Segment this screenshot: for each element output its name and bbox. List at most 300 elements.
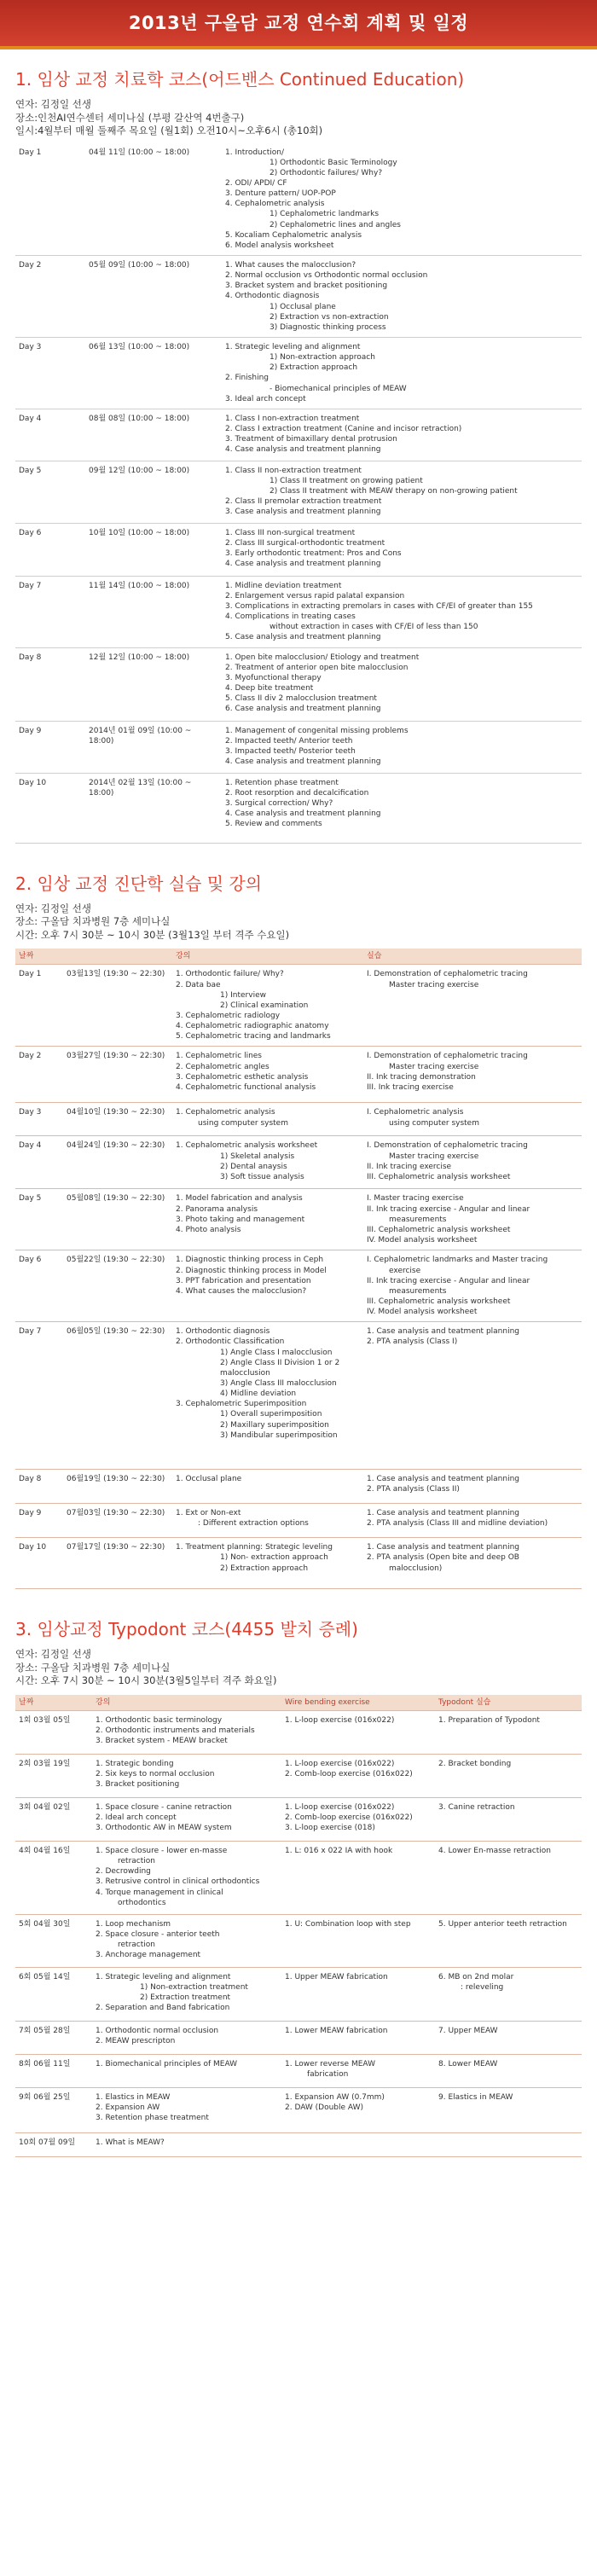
cell-line: measurements <box>389 1215 447 1224</box>
cell-line: 1. Case analysis and teatment planning <box>367 1509 520 1518</box>
cell-line: 4. Complications in treating cases <box>225 612 356 622</box>
section-2 <box>0 844 597 1590</box>
header-date: 날짜 <box>15 1695 92 1711</box>
cell-line: 2. Panorama analysis <box>176 1204 258 1214</box>
cell-line: 3. Cephalometric radiology <box>176 1012 281 1021</box>
lecture-topics <box>172 1189 363 1250</box>
cell-line: 1) Non-extraction approach <box>270 353 375 363</box>
section-3-title: 3. 임상교정 Typodont 코스(4455 발치 증례) <box>15 1619 358 1640</box>
practice-topics <box>363 1470 582 1504</box>
cell-line: 3. Bracket system - MEAW bracket <box>96 1737 228 1746</box>
cell-line: I. Cephalometric landmarks and Master tracing <box>367 1256 548 1265</box>
cell-line: 3. Bracket system and bracket positioning <box>225 281 388 291</box>
cell-line: Master tracing exercise <box>389 1062 479 1071</box>
day-label: Day 3 <box>15 337 85 409</box>
table-row <box>15 576 582 647</box>
cell-line: 2) Dental anaysis <box>220 1162 287 1171</box>
wire-bending-topics <box>281 2087 435 2132</box>
cell-line: 2. Diagnostic thinking process in Model <box>176 1266 327 1275</box>
date-time: 03월27일 (19:30 ~ 22:30) <box>63 1047 172 1103</box>
day-label: Day 10 <box>15 773 85 843</box>
header-lecture: 강의 <box>172 949 363 965</box>
date-time: 04월 11일 (10:00 ~ 18:00) <box>85 143 222 256</box>
section-2-title: 2. 임상 교정 진단학 실습 및 강의 <box>15 873 263 894</box>
cell-line: I. Demonstration of cephalometric tracing <box>367 1052 528 1061</box>
table-row <box>15 461 582 523</box>
cell-line: 1. U: Combination loop with step <box>285 1919 411 1929</box>
cell-line: measurements <box>389 1286 447 1296</box>
practice-topics <box>363 1322 582 1470</box>
cell-line: 2. Normal occlusion vs Orthodontic normal occlusion <box>225 271 428 281</box>
cell-line: III. Cephalometric analysis worksheet <box>367 1172 511 1181</box>
cell-line: 1. Class III non-surgical treatment <box>225 528 356 537</box>
meta-time: 일시:4월부터 매월 둘째주 목요일 (월1회) 오전10시~오후6시 (총10회) <box>15 125 323 137</box>
cell-line: using computer system <box>389 1118 479 1128</box>
section-1 <box>0 49 597 844</box>
day-label: Day 7 <box>15 1322 63 1470</box>
wire-bending-topics <box>281 1914 435 1967</box>
header-practice: 실습 <box>363 949 582 965</box>
cell-line: 1. Class I non-extraction treatment <box>225 414 360 423</box>
day-label: Day 9 <box>15 1504 63 1538</box>
wire-bending-topics <box>281 1754 435 1797</box>
cell-line: 5. Review and comments <box>225 820 322 829</box>
session-date: 3회 04월 02일 <box>15 1797 92 1841</box>
cell-line: 2. Finishing <box>225 374 269 383</box>
cell-line: 2. PTA analysis (Class I) <box>367 1337 458 1347</box>
lecture-topics <box>222 409 582 461</box>
cell-line: 6. Case analysis and treatment planning <box>225 705 381 714</box>
session-date: 4회 04월 16일 <box>15 1841 92 1914</box>
table-row <box>15 1504 582 1538</box>
table-row <box>15 1754 582 1797</box>
lecture-topics <box>92 1967 281 2021</box>
cell-line: 1. Strategic leveling and alignment <box>96 1972 231 1981</box>
wire-bending-topics <box>281 1841 435 1914</box>
cell-line: 1. Model fabrication and analysis <box>176 1194 303 1204</box>
practice-topics <box>363 1250 582 1322</box>
cell-line: 1) Non- extraction approach <box>220 1553 328 1563</box>
lecture-topics <box>172 965 363 1047</box>
cell-line: 1. Upper MEAW fabrication <box>285 1972 388 1981</box>
cell-line: 5. Cephalometric tracing and landmarks <box>176 1032 331 1041</box>
cell-line: 1. Lower reverse MEAW <box>285 2059 375 2068</box>
date-time: 05월08일 (19:30 ~ 22:30) <box>63 1189 172 1250</box>
date-time: 04월10일 (19:30 ~ 22:30) <box>63 1103 172 1136</box>
lecture-topics <box>172 1250 363 1322</box>
table-row <box>15 1103 582 1136</box>
cell-line: 1) Cephalometric landmarks <box>270 210 380 219</box>
cell-line: 3. Surgical correction/ Why? <box>225 799 333 809</box>
cell-line: 5. Upper anterior teeth retraction <box>438 1919 567 1929</box>
cell-line: 3) Diagnostic thinking process <box>270 322 386 332</box>
wire-bending-topics <box>281 2132 435 2156</box>
typodont-topics <box>435 1754 582 1797</box>
cell-line: 1. Case analysis and teatment planning <box>367 1327 520 1337</box>
cell-line: II. Ink tracing exercise - Angular and linear <box>367 1276 530 1285</box>
cell-line: 2) Class II treatment with MEAW therapy on non-growing patient <box>270 487 518 496</box>
table-row <box>15 255 582 337</box>
date-time: 2014년 01월 09일 (10:00 ~ 18:00) <box>85 721 222 773</box>
cell-line: 4. Torque management in clinical <box>96 1888 223 1897</box>
cell-line: 5. Class II div 2 malocclusion treatment <box>225 694 377 704</box>
lecture-topics <box>92 1797 281 1841</box>
cell-line: 2) Cephalometric lines and angles <box>270 220 401 229</box>
meta-place: 장소: 구올담 치과병원 7층 세미나실 <box>15 1661 171 1674</box>
meta-speaker: 연자: 김정일 선생 <box>15 1648 91 1661</box>
cell-line: 3) Mandibular superimposition <box>220 1430 338 1440</box>
table-row <box>15 1797 582 1841</box>
cell-line: 4. Photo analysis <box>176 1225 241 1234</box>
cell-line: 2) Clinical examination <box>220 1001 309 1010</box>
cell-line: III. Ink tracing exercise <box>367 1082 454 1092</box>
cell-line: 1. Biomechanical principles of MEAW <box>96 2059 238 2068</box>
typodont-topics <box>435 2021 582 2054</box>
date-time: 07월17일 (19:30 ~ 22:30) <box>63 1538 172 1589</box>
banner-title: 2013년 구올담 교정 연수회 계획 및 일정 <box>128 12 469 33</box>
table-row <box>15 523 582 576</box>
day-label: Day 9 <box>15 721 85 773</box>
cell-line: 4. Case analysis and treatment planning <box>225 757 381 767</box>
cell-line: 2. Orthodontic Classification <box>176 1337 285 1347</box>
cell-line: 2. ODI/ APDI/ CF <box>225 178 287 188</box>
cell-line: 3. Cephalometric esthetic analysis <box>176 1072 309 1082</box>
cell-line: 1. Cephalometric lines <box>176 1052 262 1061</box>
cell-line: orthodontics <box>118 1898 166 1907</box>
cell-line: - Biomechanical principles of MEAW <box>270 384 407 393</box>
day-label: Day 8 <box>15 1470 63 1504</box>
day-label: Day 3 <box>15 1103 63 1136</box>
table-row <box>15 1136 582 1189</box>
cell-line: 1. Management of congenital missing problems <box>225 726 409 735</box>
table-row <box>15 647 582 721</box>
cell-line: 3. Early orthodontic treatment: Pros and Cons <box>225 549 402 559</box>
lecture-topics <box>172 1504 363 1538</box>
cell-line: 1. Midline deviation treatment <box>225 581 342 590</box>
date-time: 05월 09일 (10:00 ~ 18:00) <box>85 255 222 337</box>
cell-line: fabrication <box>307 2070 349 2080</box>
cell-line: 1. Expansion AW (0.7mm) <box>285 2092 385 2102</box>
cell-line: 9. Elastics in MEAW <box>438 2092 513 2102</box>
typodont-topics <box>435 1841 582 1914</box>
table-row <box>15 1710 582 1754</box>
cell-line: 1) Angle Class I malocclusion <box>220 1348 333 1357</box>
cell-line: 1. L-loop exercise (016x022) <box>285 1759 395 1768</box>
table-row <box>15 409 582 461</box>
cell-line: 2) Angle Class II Division 1 or 2 <box>220 1358 340 1367</box>
cell-line: without extraction in cases with CF/EI of less than 150 <box>270 623 478 632</box>
day-label: Day 5 <box>15 461 85 523</box>
date-time: 07월03일 (19:30 ~ 22:30) <box>63 1504 172 1538</box>
lecture-topics <box>222 721 582 773</box>
lecture-topics <box>92 1914 281 1967</box>
cell-line: 4. Case analysis and treatment planning <box>225 445 381 455</box>
cell-line: 3. Cephalometric Superimposition <box>176 1400 307 1409</box>
cell-line: I. Cephalometric analysis <box>367 1108 464 1117</box>
session-date: 5회 04월 30일 <box>15 1914 92 1967</box>
meta-place: 장소: 구올담 치과병원 7층 세미나실 <box>15 915 171 928</box>
cell-line: 1. What is MEAW? <box>96 2138 165 2147</box>
date-time: 03월13일 (19:30 ~ 22:30) <box>63 965 172 1047</box>
schedule-table-3 <box>15 1695 582 2157</box>
cell-line: 4. Deep bite treatment <box>225 684 314 693</box>
top-banner <box>0 0 597 49</box>
cell-line: II. Ink tracing exercise - Angular and linear <box>367 1204 530 1214</box>
section-3 <box>0 1589 597 2157</box>
cell-line: 5. Kocaliam Cephalometric analysis <box>225 230 362 240</box>
cell-line: I. Demonstration of cephalometric tracing <box>367 1141 528 1151</box>
cell-line: 1. L: 016 x 022 IA with hook <box>285 1846 393 1855</box>
cell-line: II. Ink tracing exercise <box>367 1162 452 1171</box>
cell-line: 2. Class II premolar extraction treatment <box>225 497 382 507</box>
cell-line: retraction <box>118 1857 155 1866</box>
date-time: 09월 12일 (10:00 ~ 18:00) <box>85 461 222 523</box>
cell-line: 1) Overall superimposition <box>220 1410 322 1419</box>
cell-line: 4. Case analysis and treatment planning <box>225 809 381 819</box>
cell-line: 1. Orthodontic basic terminology <box>96 1715 223 1725</box>
section-2-meta <box>15 902 582 943</box>
lecture-topics <box>92 1710 281 1754</box>
lecture-topics <box>222 461 582 523</box>
table-row <box>15 143 582 256</box>
cell-line: 4. Lower En-masse retraction <box>438 1846 551 1855</box>
section-3-meta <box>15 1648 582 1688</box>
meta-time: 시간: 오후 7시 30분 ~ 10시 30분 (3월13일 부터 격주 수요일) <box>15 928 290 941</box>
date-time: 04월24일 (19:30 ~ 22:30) <box>63 1136 172 1189</box>
practice-topics <box>363 1504 582 1538</box>
cell-line: 1. Retention phase treatment <box>225 778 339 787</box>
day-label: Day 2 <box>15 255 85 337</box>
cell-line: 6. MB on 2nd molar <box>438 1972 514 1981</box>
cell-line: 2. PTA analysis (Class III and midline deviation) <box>367 1519 548 1529</box>
cell-line: 2. Data bae <box>176 980 221 989</box>
day-label: Day 6 <box>15 523 85 576</box>
cell-line: using computer system <box>198 1118 288 1128</box>
typodont-topics <box>435 2132 582 2156</box>
table-row <box>15 2132 582 2156</box>
cell-line: 1. Space closure - lower en-masse <box>96 1846 228 1855</box>
day-label: Day 1 <box>15 143 85 256</box>
day-label: Day 4 <box>15 409 85 461</box>
practice-topics <box>363 965 582 1047</box>
cell-line: 2. Ideal arch concept <box>96 1813 177 1823</box>
cell-line: 1) Interview <box>220 990 266 1000</box>
cell-line: malocclusion) <box>389 1564 443 1573</box>
cell-line: 2. Enlargement versus rapid palatal expansion <box>225 591 405 600</box>
session-date: 9회 06월 25일 <box>15 2087 92 2132</box>
cell-line: 8. Lower MEAW <box>438 2059 498 2068</box>
cell-line: 4. Cephalometric analysis <box>225 200 325 209</box>
lecture-topics <box>92 2132 281 2156</box>
table-header-row <box>15 949 582 965</box>
cell-line: 1. L-loop exercise (016x022) <box>285 1802 395 1812</box>
cell-line: : Different extraction options <box>198 1519 309 1529</box>
cell-line: 2. Treatment of anterior open bite malocclusion <box>225 663 409 672</box>
cell-line: 1. Elastics in MEAW <box>96 2092 171 2102</box>
cell-line: malocclusion <box>220 1368 270 1378</box>
cell-line: IV. Model analysis worksheet <box>367 1308 478 1317</box>
lecture-topics <box>172 1322 363 1470</box>
cell-line: 2. Orthodontic instruments and materials <box>96 1726 255 1736</box>
lecture-topics <box>222 143 582 256</box>
cell-line: 2. Space closure - anterior teeth <box>96 1930 220 1940</box>
session-date: 10회 07월 09일 <box>15 2132 92 2156</box>
cell-line: 3. Orthodontic AW in MEAW system <box>96 1824 232 1833</box>
cell-line: 2. Six keys to normal occlusion <box>96 1770 215 1779</box>
cell-line: 3. Complications in extracting premolars in cases with CF/EI of greater than 155 <box>225 602 533 612</box>
date-time: 06월 13일 (10:00 ~ 18:00) <box>85 337 222 409</box>
cell-line: 4. Cephalometric radiographic anatomy <box>176 1022 329 1031</box>
practice-topics <box>363 1103 582 1136</box>
cell-line: 2. Bracket bonding <box>438 1759 512 1768</box>
cell-line: 1. Space closure - canine retraction <box>96 1802 232 1812</box>
wire-bending-topics <box>281 1710 435 1754</box>
meta-speaker: 연자: 김정일 선생 <box>15 902 91 914</box>
day-label: Day 1 <box>15 965 63 1047</box>
cell-line: 3. Ideal arch concept <box>225 394 306 403</box>
lecture-topics <box>222 773 582 843</box>
lecture-topics <box>222 255 582 337</box>
cell-line: Master tracing exercise <box>389 980 479 989</box>
cell-line: 1. Cephalometric analysis worksheet <box>176 1141 318 1151</box>
cell-line: exercise <box>389 1266 421 1275</box>
cell-line: 2. MEAW prescripton <box>96 2037 176 2046</box>
meta-place: 장소:인천AI연수센터 세미나실 (부평 갈산역 4번출구) <box>15 111 245 124</box>
date-time: 06월19일 (19:30 ~ 22:30) <box>63 1470 172 1504</box>
cell-line: 1. Case analysis and teatment planning <box>367 1475 520 1484</box>
section-1-meta <box>15 98 582 138</box>
cell-line: 2. DAW (Double AW) <box>285 2103 363 2113</box>
practice-topics <box>363 1136 582 1189</box>
date-time: 11월 14일 (10:00 ~ 18:00) <box>85 576 222 647</box>
cell-line: 2. Class III surgical-orthodontic treatment <box>225 538 385 548</box>
cell-line: 4. Case analysis and treatment planning <box>225 560 381 569</box>
lecture-topics <box>172 1538 363 1589</box>
practice-topics <box>363 1189 582 1250</box>
cell-line: 1. Orthodontic normal occlusion <box>96 2026 219 2035</box>
cell-line: 2) Extraction treatment <box>140 1993 231 2003</box>
day-label: Day 5 <box>15 1189 63 1250</box>
lecture-topics <box>222 337 582 409</box>
date-time: 05월22일 (19:30 ~ 22:30) <box>63 1250 172 1322</box>
schedule-table-1 <box>15 143 582 844</box>
cell-line: 4) Midline deviation <box>220 1390 297 1399</box>
table-row <box>15 1538 582 1589</box>
cell-line: 4. Cephalometric functional analysis <box>176 1082 316 1092</box>
cell-line: 1. Strategic bonding <box>96 1759 174 1768</box>
cell-line: 1. Strategic leveling and alignment <box>225 342 361 351</box>
lecture-topics <box>222 576 582 647</box>
cell-line: 2. Decrowding <box>96 1867 151 1877</box>
lecture-topics <box>92 1754 281 1797</box>
typodont-topics <box>435 1710 582 1754</box>
wire-bending-topics <box>281 2054 435 2087</box>
cell-line: 2) Extraction vs non-extraction <box>270 312 389 322</box>
table-row <box>15 773 582 843</box>
lecture-topics <box>92 1841 281 1914</box>
cell-line: 4. What causes the malocclusion? <box>176 1286 307 1296</box>
cell-line: 1. Loop mechanism <box>96 1919 171 1929</box>
typodont-topics <box>435 2087 582 2132</box>
cell-line: 2) Extraction approach <box>270 363 358 373</box>
cell-line: 3. PPT fabrication and presentation <box>176 1276 311 1285</box>
wire-bending-topics <box>281 1967 435 2021</box>
header-typodont: Typodont 실습 <box>435 1695 582 1711</box>
cell-line: 2. PTA analysis (Open bite and deep OB <box>367 1553 519 1563</box>
lecture-topics <box>172 1136 363 1189</box>
cell-line: 1. What causes the malocclusion? <box>225 260 356 270</box>
cell-line: 1. Preparation of Typodont <box>438 1715 540 1725</box>
cell-line: 3. Retention phase treatment <box>96 2114 209 2123</box>
typodont-topics <box>435 1914 582 1967</box>
lecture-topics <box>172 1047 363 1103</box>
cell-line: 1) Orthodontic Basic Terminology <box>270 158 397 167</box>
cell-line: II. Ink tracing demonstration <box>367 1072 476 1082</box>
table-row <box>15 2087 582 2132</box>
cell-line: 1. L-loop exercise (016x022) <box>285 1715 395 1725</box>
wire-bending-topics <box>281 1797 435 1841</box>
cell-line: 1. Orthodontic diagnosis <box>176 1327 270 1337</box>
cell-line: 4. Orthodontic diagnosis <box>225 292 320 301</box>
header-wire-bending: Wire bending exercise <box>281 1695 435 1711</box>
cell-line: 1. Orthodontic failure/ Why? <box>176 970 284 979</box>
schedule-table-2 <box>15 949 582 1589</box>
section-1-title: 1. 임상 교정 치료학 코스(어드밴스 Continued Education) <box>15 69 465 90</box>
cell-line: 2) Maxillary superimposition <box>220 1420 329 1430</box>
session-date: 1회 03월 05일 <box>15 1710 92 1754</box>
session-date: 7회 05월 28일 <box>15 2021 92 2054</box>
cell-line: III. Cephalometric analysis worksheet <box>367 1297 511 1307</box>
day-label: Day 6 <box>15 1250 63 1322</box>
cell-line: 2. Separation and Band fabrication <box>96 2004 230 2013</box>
cell-line: 3. L-loop exercise (018) <box>285 1824 375 1833</box>
cell-line: 1) Class II treatment on growing patient <box>270 476 423 485</box>
table-row <box>15 1322 582 1470</box>
cell-line: 3. Photo taking and management <box>176 1215 305 1224</box>
cell-line: 1. Treatment planning: Strategic leveling <box>176 1543 333 1552</box>
cell-line: 3. Myofunctional therapy <box>225 674 322 683</box>
cell-line: 3) Angle Class III malocclusion <box>220 1379 337 1388</box>
cell-line: 2. Expansion AW <box>96 2103 160 2113</box>
cell-line: 2. Cephalometric angles <box>176 1062 270 1071</box>
cell-line: 1. Ext or Non-ext <box>176 1509 241 1518</box>
table-row <box>15 1470 582 1504</box>
cell-line: 1. Introduction/ <box>225 148 284 157</box>
lecture-topics <box>92 2087 281 2132</box>
cell-line: 1. Open bite malocclusion/ Etiology and treatment <box>225 653 420 662</box>
date-time: 08월 08일 (10:00 ~ 18:00) <box>85 409 222 461</box>
cell-line: 3) Soft tissue analysis <box>220 1172 304 1181</box>
header-lecture: 강의 <box>92 1695 281 1711</box>
cell-line: 3. Treatment of bimaxillary dental protrusion <box>225 435 397 444</box>
cell-line: 2) Extraction approach <box>220 1564 309 1573</box>
cell-line: 3. Anchorage management <box>96 1951 201 1960</box>
table-row <box>15 1189 582 1250</box>
cell-line: 1) Occlusal plane <box>270 302 336 311</box>
day-label: Day 4 <box>15 1136 63 1189</box>
cell-line: 2. Comb-loop exercise (016x022) <box>285 1813 413 1823</box>
cell-line: 3. Impacted teeth/ Posterior teeth <box>225 747 356 757</box>
table-row <box>15 1914 582 1967</box>
meta-speaker: 연자: 김정일 선생 <box>15 98 91 110</box>
session-date: 6회 05월 14일 <box>15 1967 92 2021</box>
table-row <box>15 2054 582 2087</box>
lecture-topics <box>172 1470 363 1504</box>
practice-topics <box>363 1538 582 1589</box>
cell-line: 3. Canine retraction <box>438 1802 515 1812</box>
table-row <box>15 1967 582 2021</box>
date-time: 2014년 02월 13일 (10:00 ~ 18:00) <box>85 773 222 843</box>
